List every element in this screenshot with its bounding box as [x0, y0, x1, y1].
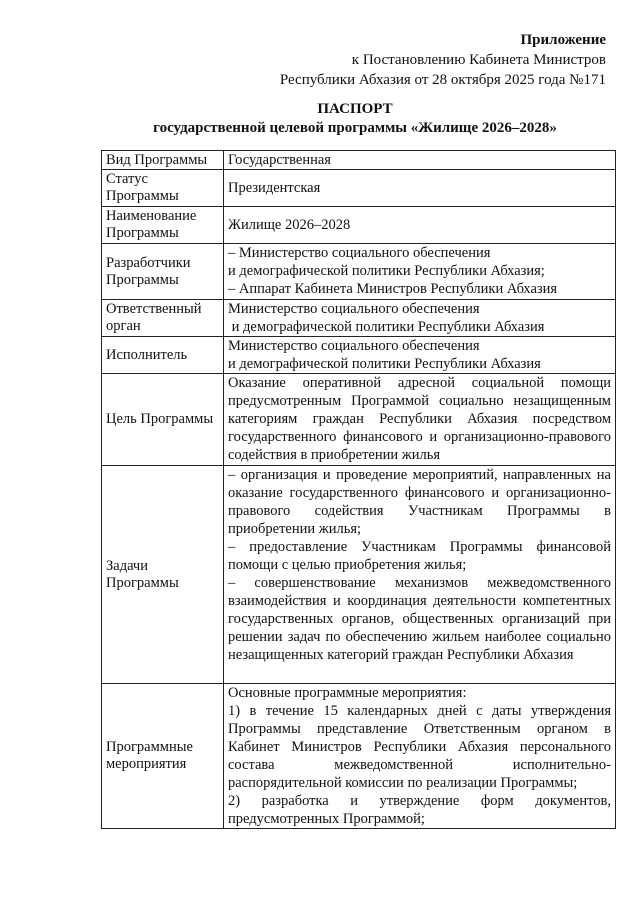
row-label: Задачи Программы [102, 466, 224, 684]
appendix-line-1: к Постановлению Кабинета Министров [351, 52, 606, 68]
row-value [224, 300, 616, 337]
value-line: – Министерство социального обеспечения [228, 245, 491, 261]
table-row [102, 684, 616, 829]
value-line: Жилище 2026–2028 [228, 217, 351, 233]
row-value [224, 151, 616, 170]
row-label: Разработчики Программы [102, 244, 224, 300]
document-title: ПАСПОРТ [317, 101, 393, 117]
row-value [224, 337, 616, 374]
row-label: Вид Программы [102, 151, 224, 170]
table-row [102, 337, 616, 374]
appendix-block [280, 30, 606, 90]
table-row [102, 170, 616, 207]
measure-item: 2) разработка и утверждение форм документов, предусмотренных Программой; [228, 793, 611, 827]
table-row [102, 300, 616, 337]
table-row [102, 244, 616, 300]
value-line: Президентская [228, 180, 321, 196]
measure-item: Основные программные мероприятия: [228, 685, 467, 701]
document-heading [60, 100, 640, 138]
value-line: и демографической политики Республики Абхазия [228, 319, 545, 335]
row-value [224, 207, 616, 244]
row-value: Оказание оперативной адресной социальной помощи предусмотренным Программой социально незащищенным категориям граждан Республики Абхазия посредством государственного финансового и организационно-правового содействия в приобретении жилья [224, 374, 616, 466]
value-line: Государственная [228, 152, 331, 168]
task-item: – совершенствование механизмов межведомственного взаимодействия и координация деятельности компетентных государственных органов, общественных организаций при решении задач по обеспечению жильем наиболее социально незащищенных категорий граждан Республики Абхазия [228, 575, 611, 663]
table-row [102, 207, 616, 244]
value-line: и демографической политики Республики Абхазия [228, 356, 541, 372]
row-label: Цель Программы [102, 374, 224, 466]
row-label: Исполнитель [102, 337, 224, 374]
table-row [102, 466, 616, 684]
row-label: Наименование Программы [102, 207, 224, 244]
row-label: Статус Программы [102, 170, 224, 207]
row-value [224, 466, 616, 684]
value-line: – Аппарат Кабинета Министров Республики Абхазия [228, 281, 558, 297]
appendix-line-2: Республики Абхазия от 28 октября 2025 года №171 [279, 72, 606, 88]
row-value [224, 684, 616, 829]
row-label: Ответственный орган [102, 300, 224, 337]
table-row [102, 151, 616, 170]
value-line: Министерство социального обеспечения [228, 301, 480, 317]
row-value [224, 244, 616, 300]
row-value [224, 170, 616, 207]
task-item: – предоставление Участникам Программы финансовой помощи с целью приобретения жилья; [228, 539, 611, 573]
measure-item: 1) в течение 15 календарных дней с даты утверждения Программы представление Ответственным органом в Кабинет Министров Республики Абхазия персонального состава межведомственной исполнительно-распорядительной комиссии по реализации Программы; [228, 703, 611, 791]
document-subtitle: государственной целевой программы «Жилище 2026–2028» [153, 120, 557, 136]
value-line: Министерство социального обеспечения [228, 338, 480, 354]
appendix-title: Приложение [520, 32, 606, 48]
task-item: – организация и проведение мероприятий, направленных на оказание государственного финансового и организационно-правового содействия Участникам Программы в приобретении жилья; [228, 467, 611, 537]
table-row [102, 374, 616, 466]
value-line: и демографической политики Республики Абхазия; [228, 263, 545, 279]
passport-table [101, 150, 616, 829]
row-label: Программные мероприятия [102, 684, 224, 829]
